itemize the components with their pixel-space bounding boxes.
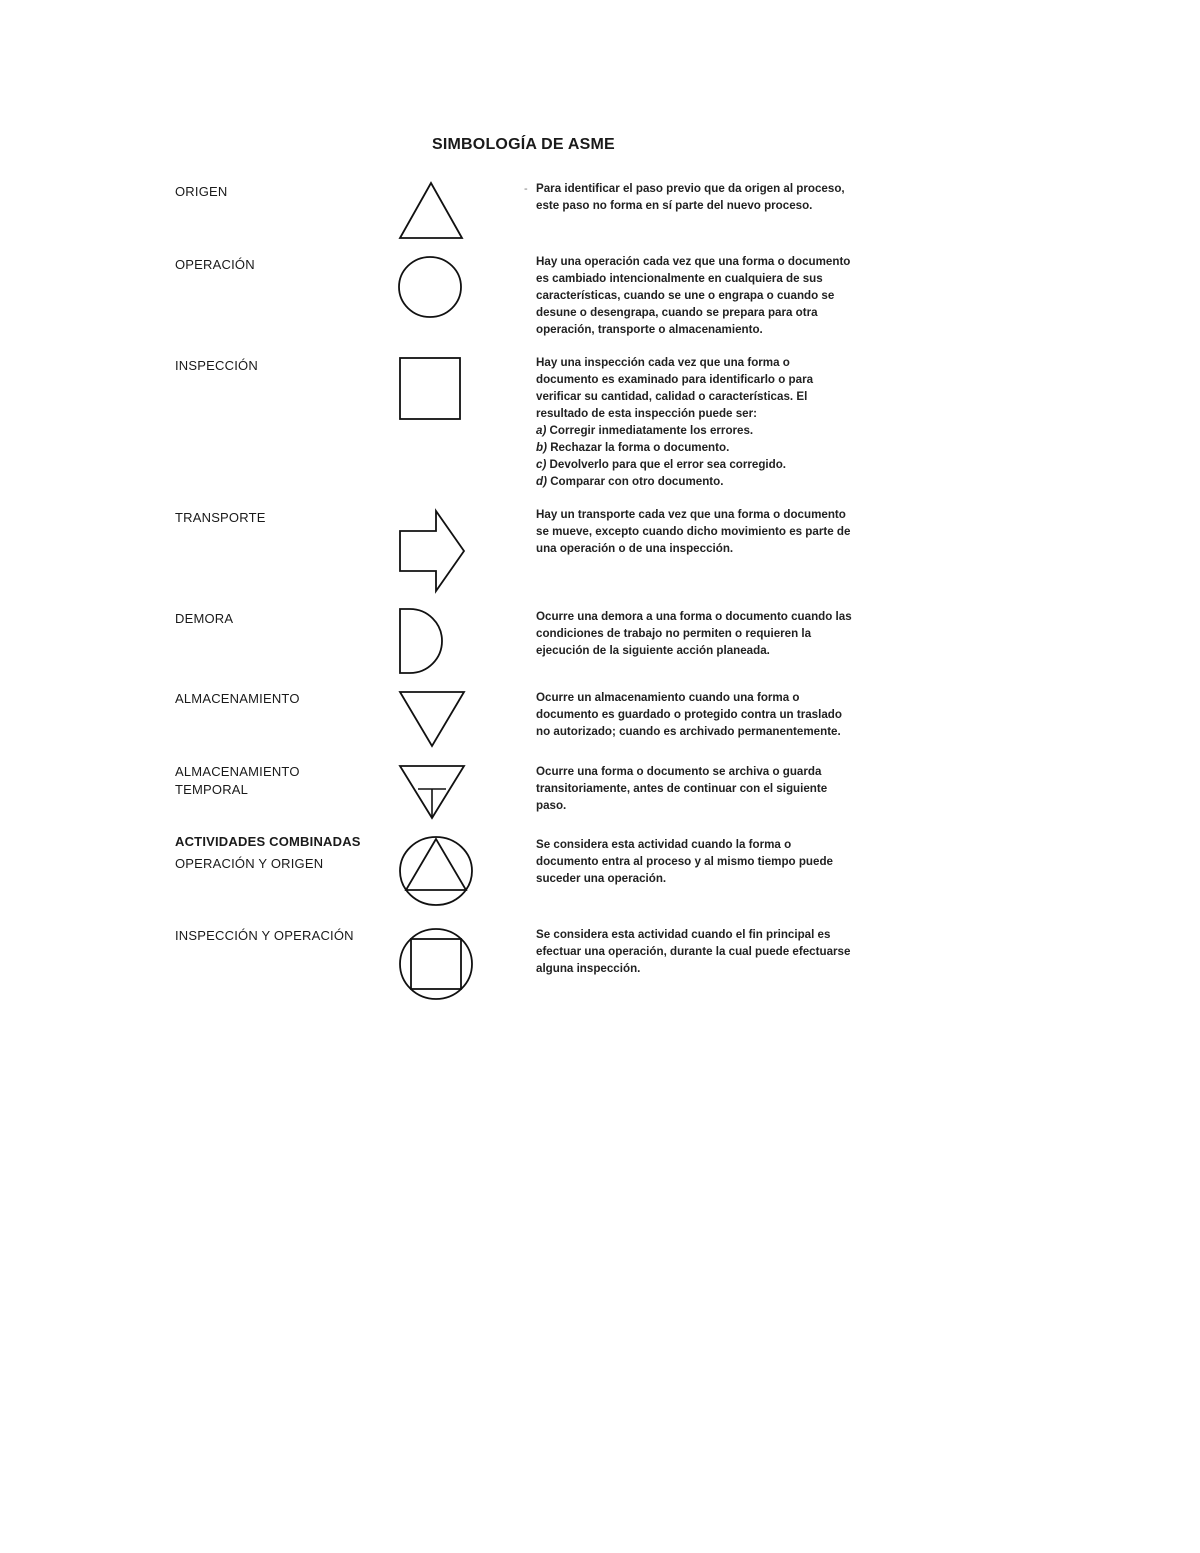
item-text: Rechazar la forma o documento. [550, 441, 730, 454]
desc-line: operación, transporte o almacenamiento. [536, 323, 763, 336]
desc-line: es cambiado intencionalmente en cualquiera de sus [536, 272, 823, 285]
desc-inspeccion [536, 354, 896, 490]
desc-line: no autorizado; cuando es archivado permanentemente. [536, 725, 841, 738]
desc-line: Hay un transporte cada vez que una forma o documento [536, 508, 846, 521]
desc-line: condiciones de trabajo no permiten o requieren la [536, 627, 812, 640]
desc-transporte [536, 506, 896, 557]
desc-line: documento es examinado para identificarlo o para [536, 373, 814, 386]
label-transporte: TRANSPORTE [175, 510, 266, 525]
arrow-right-icon [396, 507, 468, 595]
item-text: Corregir inmediatamente los errores. [549, 424, 754, 437]
desc-line: desune o desengrapa, cuando se prepara para otra [536, 306, 818, 319]
label-operacion: OPERACIÓN [175, 257, 255, 272]
circle-icon [396, 254, 466, 320]
desc-line: Ocurre una demora a una forma o documento cuando las [536, 610, 852, 623]
label-line: ALMACENAMIENTO [175, 764, 300, 779]
desc-line: efectuar una operación, durante la cual puede efectuarse [536, 945, 851, 958]
desc-line: Hay una operación cada vez que una forma o documento [536, 255, 851, 268]
desc-inspeccion-y-operacion [536, 926, 896, 977]
desc-line: Se considera esta actividad cuando la forma o [536, 838, 792, 851]
desc-line: verificar su cantidad, calidad o características. El [536, 390, 808, 403]
desc-line: documento entra al proceso y al mismo tiempo puede [536, 855, 833, 868]
circle-triangle-icon [396, 834, 476, 908]
desc-line: documento es guardado o protegido contra un traslado [536, 708, 842, 721]
label-demora: DEMORA [175, 611, 234, 626]
desc-line: transitoriamente, antes de continuar con el siguiente [536, 782, 828, 795]
triangle-up-icon [396, 180, 466, 242]
item-marker: a) [536, 424, 547, 437]
desc-line: resultado de esta inspección puede ser: [536, 407, 757, 420]
desc-almacenamiento-temporal [536, 763, 896, 814]
desc-line: paso. [536, 799, 567, 812]
desc-line: una operación o de una inspección. [536, 542, 734, 555]
list-item [536, 439, 896, 456]
section-heading: ACTIVIDADES COMBINADAS [175, 834, 361, 849]
desc-line: suceder una operación. [536, 872, 667, 885]
item-marker: b) [536, 441, 547, 454]
desc-line: Se considera esta actividad cuando el fin principal es [536, 928, 831, 941]
label-almacenamiento-temporal [175, 763, 300, 799]
list-item [536, 422, 896, 439]
desc-line: características, cuando se une o engrapa o cuando se [536, 289, 835, 302]
triangle-down-divided-icon [396, 762, 468, 822]
label-inspeccion-y-operacion: INSPECCIÓN Y OPERACIÓN [175, 928, 354, 943]
label-almacenamiento: ALMACENAMIENTO [175, 691, 300, 706]
desc-line: este paso no forma en sí parte del nuevo proceso. [536, 199, 813, 212]
triangle-down-icon [396, 688, 468, 750]
label-line: TEMPORAL [175, 782, 249, 797]
desc-line: Ocurre una forma o documento se archiva o guarda [536, 765, 822, 778]
desc-almacenamiento [536, 689, 896, 740]
desc-line: se mueve, excepto cuando dicho movimiento es parte de [536, 525, 851, 538]
item-marker: c) [536, 458, 547, 471]
desc-line: Ocurre un almacenamiento cuando una forma o [536, 691, 800, 704]
list-item [536, 473, 896, 490]
desc-line: alguna inspección. [536, 962, 641, 975]
item-text: Comparar con otro documento. [550, 475, 724, 488]
label-inspeccion: INSPECCIÓN [175, 358, 258, 373]
item-text: Devolverlo para que el error sea corregido. [549, 458, 787, 471]
desc-origen [536, 180, 896, 214]
page-title: SIMBOLOGÍA DE ASME [432, 136, 615, 153]
desc-line: ejecución de la siguiente acción planeada. [536, 644, 770, 657]
label-origen: ORIGEN [175, 184, 228, 199]
label-operacion-y-origen: OPERACIÓN Y ORIGEN [175, 856, 324, 871]
item-marker: d) [536, 475, 547, 488]
list-item [536, 456, 896, 473]
desc-demora [536, 608, 896, 659]
desc-line: Para identificar el paso previo que da origen al proceso, [536, 182, 845, 195]
desc-operacion [536, 253, 896, 338]
desc-operacion-y-origen [536, 836, 896, 887]
desc-line: Hay una inspección cada vez que una forma o [536, 356, 790, 369]
bullet-mark: - [524, 183, 528, 195]
circle-square-icon [396, 926, 476, 1002]
square-icon [396, 355, 466, 423]
half-circle-d-icon [396, 606, 456, 676]
